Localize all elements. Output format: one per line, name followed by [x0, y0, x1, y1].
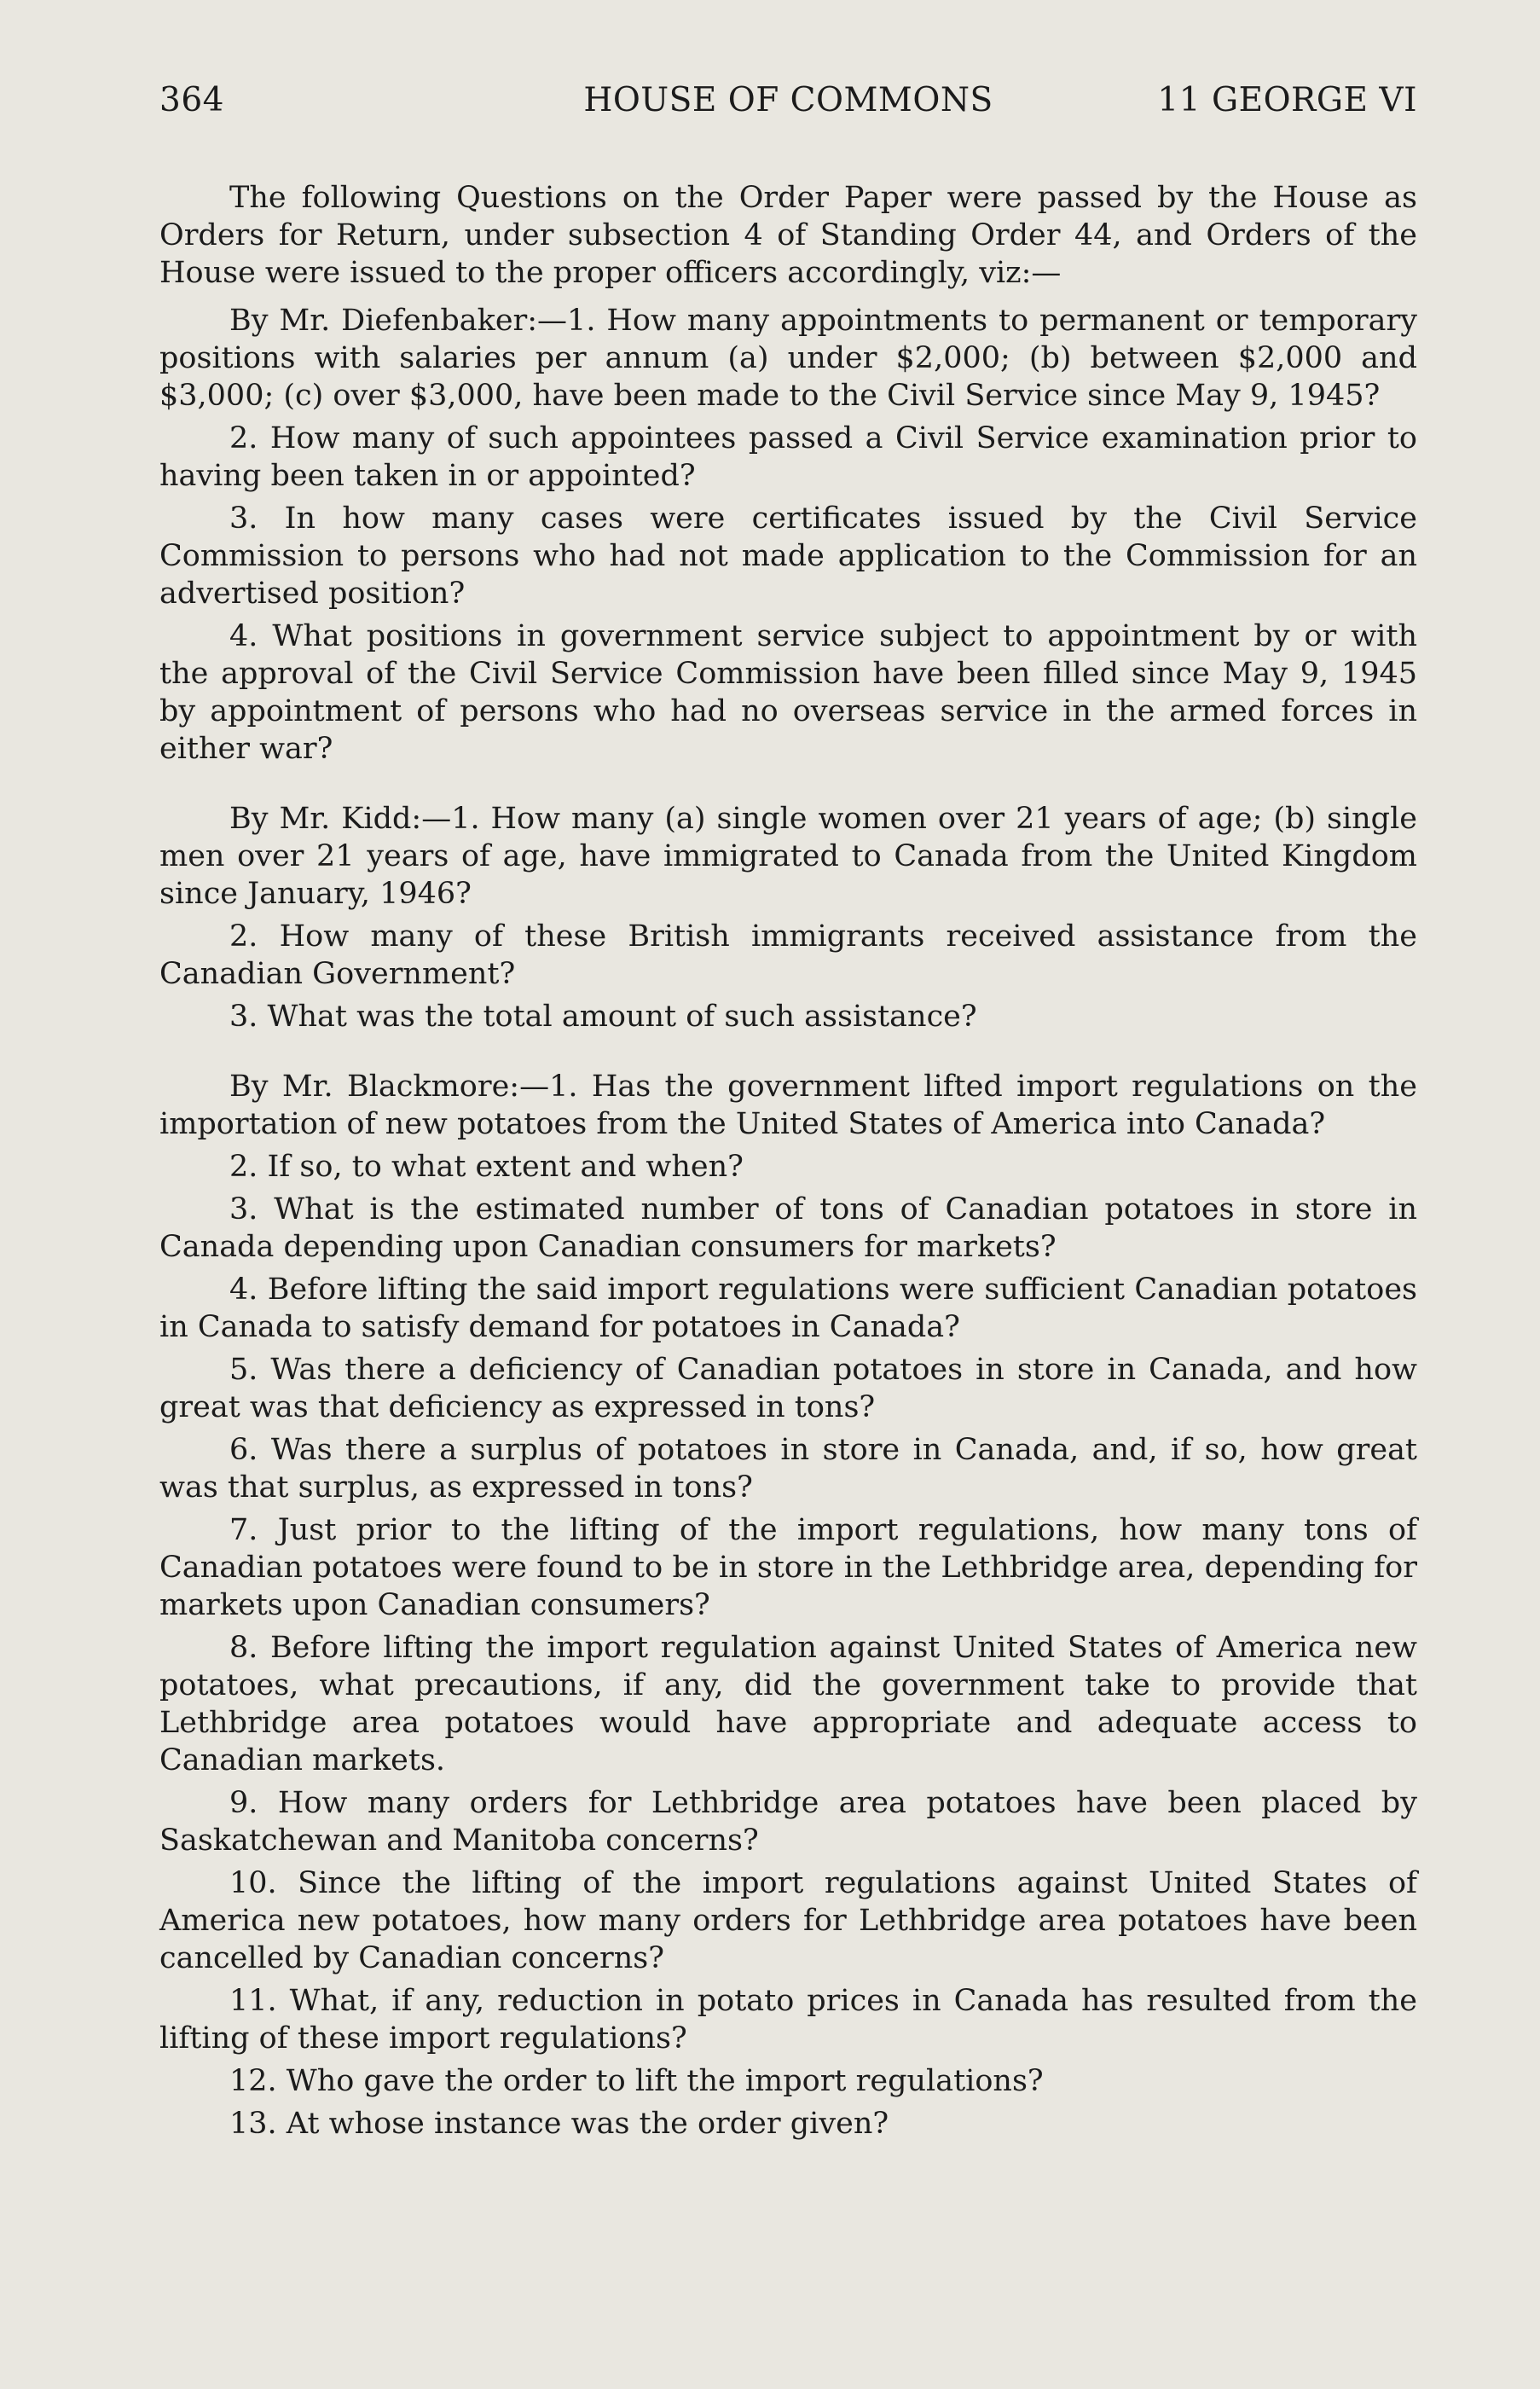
question-paragraph: 10. Since the lifting of the import regulations against United States of America new potatoes, how many orders for Lethbridge area potatoes have been cancelled by Canadian concerns? — [159, 1866, 1417, 1975]
question-paragraph: 8. Before lifting the import regulation against United States of America new potatoes, what precautions, if any, did the government take to provide that Lethbridge area potatoes would have appropriate and adequate access to Canadian markets. — [159, 1631, 1417, 1777]
page-body — [159, 179, 1417, 2148]
question-paragraph: 11. What, if any, reduction in potato prices in Canada has resulted from the lifting of these import regulations? — [159, 1984, 1417, 2056]
question-block-blackmore — [159, 1068, 1417, 2143]
question-paragraph: 4. Before lifting the said import regulations were sufficient Canadian potatoes in Canada to satisfy demand for potatoes in Canada? — [159, 1273, 1417, 1344]
regnal-year: 11 GEORGE VI — [1157, 81, 1417, 119]
question-paragraph: 3. In how many cases were certificates issued by the Civil Service Commission to persons who had not made application to the Commission for an advertised position? — [159, 502, 1417, 611]
question-paragraph: 6. Was there a surplus of potatoes in store in Canada, and, if so, how great was that surplus, as expressed in tons? — [159, 1433, 1417, 1505]
question-paragraph: 4. What positions in government service subject to appointment by or with the approval of the Civil Service Commission have been filled since May 9, 1945 by appointment of persons who had no overseas service in the armed forces in either war? — [159, 619, 1417, 766]
question-paragraph: 2. If so, to what extent and when? — [229, 1150, 744, 1184]
running-header — [159, 81, 1417, 132]
question-paragraph: 3. What is the estimated number of tons of Canadian potatoes in store in Canada depending upon Canadian consumers for markets? — [159, 1192, 1417, 1264]
question-paragraph: 2. How many of these British immigrants received assistance from the Canadian Government? — [159, 919, 1417, 991]
question-paragraph: 5. Was there a deficiency of Canadian potatoes in store in Canada, and how great was that deficiency as expressed in tons? — [159, 1353, 1417, 1424]
question-paragraph: 3. What was the total amount of such assistance? — [229, 1000, 977, 1034]
running-title: HOUSE OF COMMONS — [583, 81, 993, 119]
question-paragraph: By Mr. Diefenbaker:—1. How many appointments to permanent or temporary positions with salaries per annum (a) under $2,000; (b) between $2,000 and $3,000; (c) over $3,000, have been made to the Civil Service since May 9, 1945? — [159, 304, 1417, 413]
question-paragraph: 7. Just prior to the lifting of the import regulations, how many tons of Canadian potatoes were found to be in store in the Lethbridge area, depending for markets upon Canadian consumers? — [159, 1513, 1417, 1622]
question-paragraph: 2. How many of such appointees passed a Civil Service examination prior to having been taken in or appointed? — [159, 421, 1417, 493]
question-paragraph: By Mr. Blackmore:—1. Has the government lifted import regulations on the importation of new potatoes from the United States of America into Canada? — [159, 1070, 1417, 1141]
question-paragraph: 13. At whose instance was the order given? — [229, 2107, 889, 2141]
question-block-kidd — [159, 800, 1417, 1035]
question-paragraph: 9. How many orders for Lethbridge area potatoes have been placed by Saskatchewan and Manitoba concerns? — [159, 1786, 1417, 1858]
question-block-diefenbaker — [159, 302, 1417, 768]
question-paragraph: 12. Who gave the order to lift the import regulations? — [229, 2064, 1044, 2098]
page-number: 364 — [159, 81, 224, 119]
intro-paragraph: The following Questions on the Order Paper were passed by the House as Orders for Return, under subsection 4 of Standing Order 44, and Orders of the House were issued to the proper officers accordingly, viz:— — [159, 181, 1417, 290]
question-paragraph: By Mr. Kidd:—1. How many (a) single women over 21 years of age; (b) single men over 21 years of age, have immigrated to Canada from the United Kingdom since January, 1946? — [159, 802, 1417, 911]
